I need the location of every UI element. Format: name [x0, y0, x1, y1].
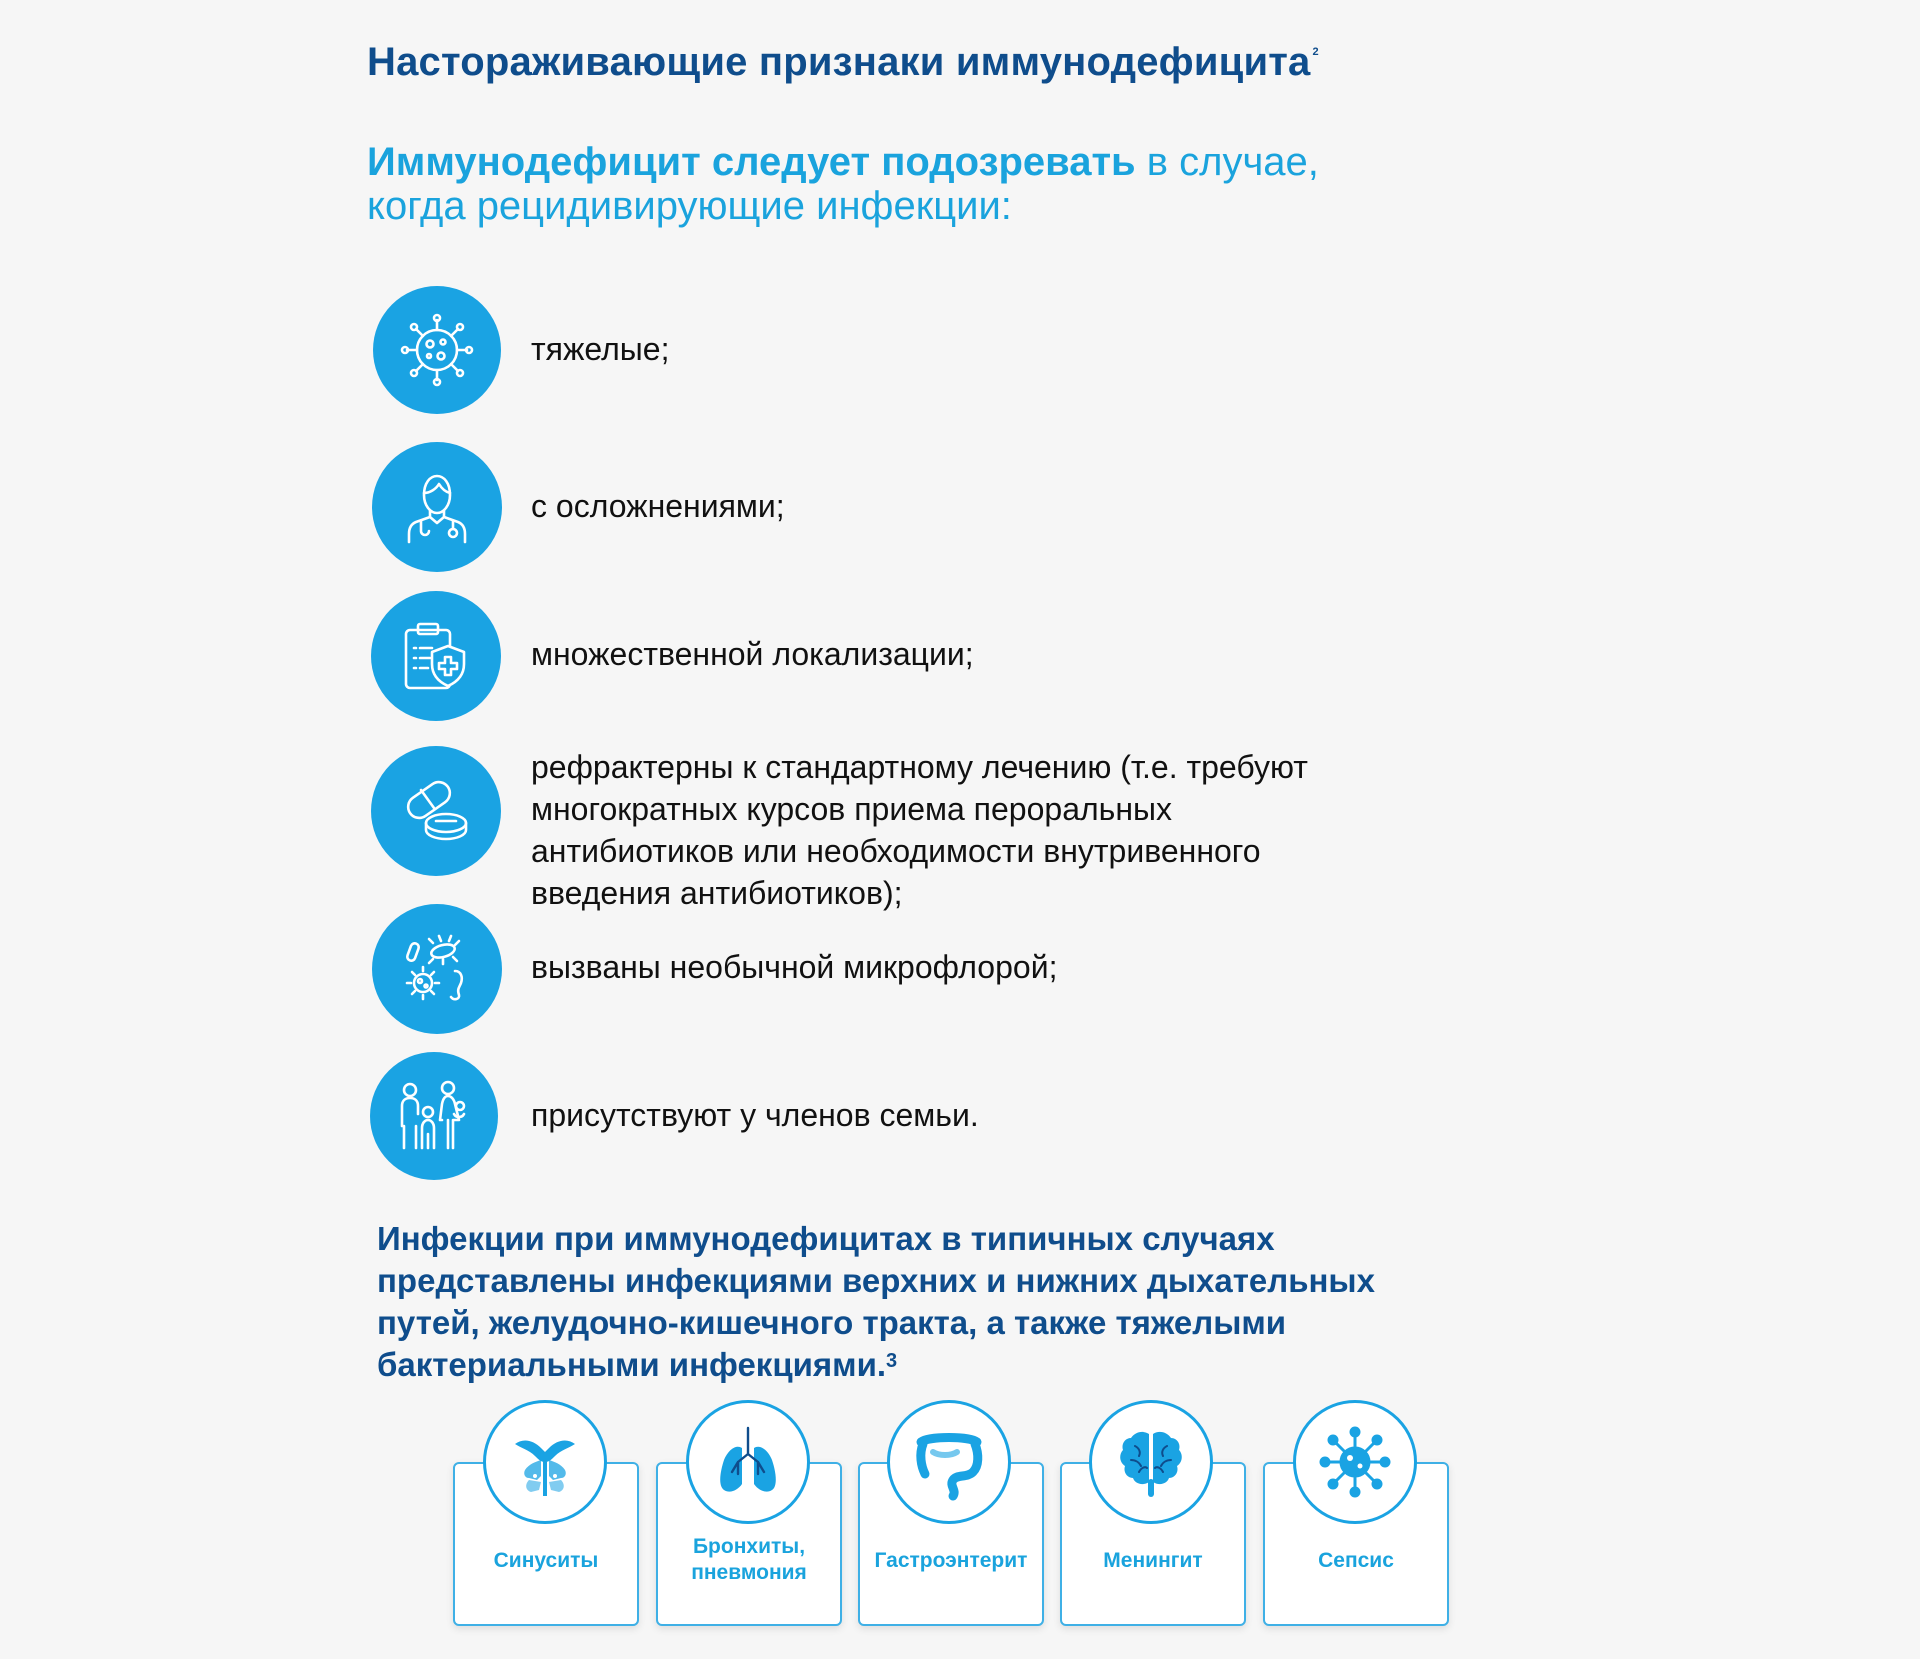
- pills-icon: [371, 746, 501, 876]
- sign-text-line: антибиотиков или необходимости внутривенного: [531, 833, 1261, 869]
- sign-text-line: рефрактерны к стандартному лечению (т.е. требуют: [531, 749, 1308, 785]
- page-title: [367, 40, 1319, 85]
- subtitle-bold: Иммунодефицит следует подозревать: [367, 140, 1136, 184]
- sign-text: тяжелые;: [531, 331, 670, 367]
- sign-text: множественной локализации;: [531, 636, 974, 672]
- family-icon: [370, 1052, 498, 1180]
- sinus-icon: [483, 1400, 607, 1524]
- microbes-icon: [372, 904, 502, 1034]
- infection-label: [1062, 1548, 1244, 1574]
- lungs-icon: [686, 1400, 810, 1524]
- page-subtitle: [367, 140, 1319, 228]
- bacteria-icon: [1293, 1400, 1417, 1524]
- footnote-ref: 2: [1312, 46, 1319, 58]
- infection-label-line: Синуситы: [493, 1549, 599, 1572]
- doctor-icon: [372, 442, 502, 572]
- infection-label: [658, 1534, 840, 1586]
- infection-label-line: пневмония: [691, 1561, 807, 1584]
- clipboard-shield-icon: [371, 591, 501, 721]
- sign-text: с осложнениями;: [531, 488, 785, 524]
- sign-text-line: многократных курсов приема пероральных: [531, 791, 1172, 827]
- sign-text: вызваны необычной микрофлорой;: [531, 949, 1058, 985]
- infection-label: [860, 1548, 1042, 1574]
- sign-text-multiline: [531, 746, 1431, 914]
- infection-label-line: Сепсис: [1318, 1549, 1394, 1572]
- infection-label-line: Гастроэнтерит: [874, 1549, 1028, 1572]
- infection-label: [455, 1548, 637, 1574]
- sign-text-line: введения антибиотиков);: [531, 875, 903, 911]
- sign-text: присутствуют у членов семьи.: [531, 1097, 979, 1133]
- page-title-text: Настораживающие признаки иммунодефицита: [367, 40, 1311, 84]
- infection-label: [1265, 1548, 1447, 1574]
- infection-label-line: Менингит: [1103, 1549, 1203, 1572]
- summary-body: Инфекции при иммунодефицитах в типичных случаях представлены инфекциями верхних и нижних дыхательных путей, желудочно-кишечного тракта, а также тяжелыми бактериальными инфекциями.: [377, 1220, 1375, 1383]
- summary-text: [377, 1218, 1437, 1386]
- subtitle-line2: когда рецидивирующие инфекции:: [367, 184, 1012, 228]
- subtitle-rest: в случае,: [1135, 140, 1319, 184]
- virus-icon: [373, 286, 501, 414]
- infection-label-line: Бронхиты,: [692, 1535, 806, 1558]
- intestine-icon: [887, 1400, 1011, 1524]
- brain-icon: [1089, 1400, 1213, 1524]
- footnote-ref: 3: [886, 1350, 898, 1372]
